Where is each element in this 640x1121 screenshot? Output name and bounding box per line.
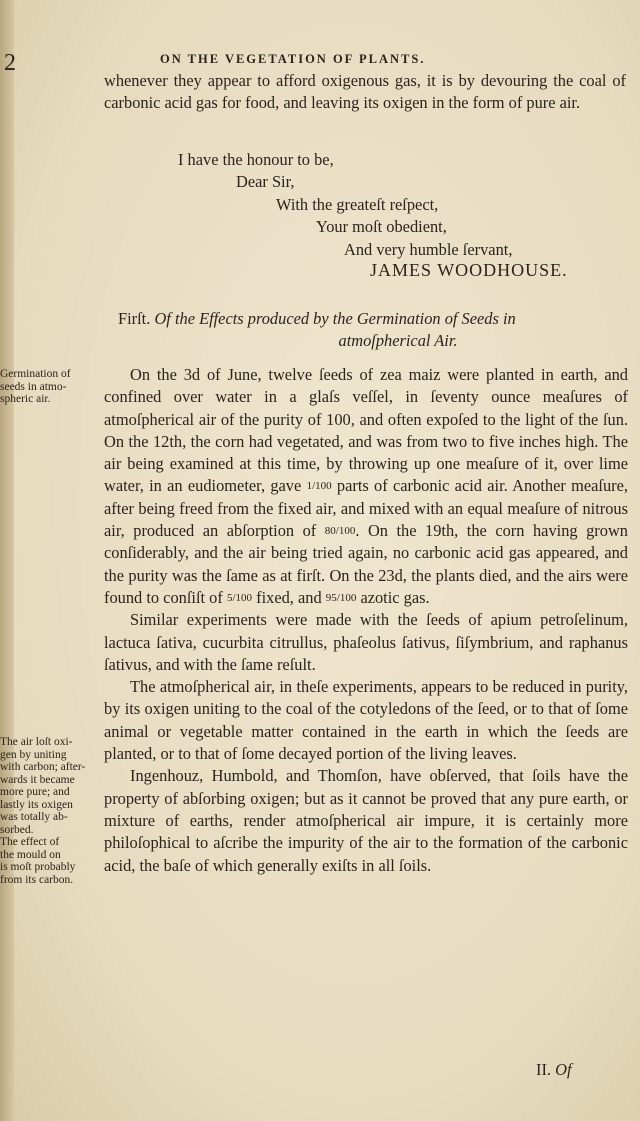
intro-text: whenever they appear to afford oxigenous gas, it is by devouring the coal of carbonic acid gas for food, and leaving its oxigen in the form of pure air. xyxy=(104,71,626,113)
margin-note-line: is moſt probably xyxy=(0,861,76,873)
closing-line-4: Your moſt obedient, xyxy=(316,217,447,236)
paragraph-ingenhouz: Ingenhouz, Humbold, and Thomſon, have obſerved, that ſoils have the property of abſorbing oxigen; but as it cannot be proved that any pure earth, or mixture of earths, render atmoſpherical air impure, it is certainly more philoſophical to aſcribe the impurity of the air to the formation of the carbonic acid, the baſe of which generally exiſts in all ſoils. xyxy=(104,766,628,875)
margin-note-line: lastly its oxigen xyxy=(0,798,73,811)
fraction-2: 80/100 xyxy=(324,525,356,538)
fraction-3: 5/100 xyxy=(226,591,252,604)
margin-note-line: wards it became xyxy=(0,773,75,786)
fraction-4: 95/100 xyxy=(325,591,357,604)
margin-note-line: with carbon; after- xyxy=(0,761,86,773)
margin-notes-germination xyxy=(0,368,102,406)
margin-note-line: Germination of xyxy=(0,368,71,380)
closing-line-3: With the greateſt reſpect, xyxy=(276,195,439,214)
running-head: ON THE VEGETATION OF PLANTS. xyxy=(160,52,426,66)
catchword xyxy=(536,1060,572,1080)
paragraph-experiment xyxy=(104,364,628,609)
paragraph-1d-text: fixed, and xyxy=(256,587,322,607)
paragraph-1b-text: parts of carbonic acid air. Another meaſure, after being freed from the fixed air, and mixed with an equal meaſure of nitrous air, produced an abſorption of xyxy=(104,476,628,541)
section-first-word: Firſt. xyxy=(118,309,151,328)
closing-line-1: I have the honour to be, xyxy=(178,150,334,169)
margin-note-line: gen by uniting xyxy=(0,748,67,761)
intro-paragraph xyxy=(104,70,626,115)
signature: JAMES WOODHOUSE. xyxy=(370,260,568,280)
margin-note-line: The effect of xyxy=(0,836,60,848)
paragraph-1-text: On the 3d of June, twelve ſeeds of zea maiz were planted in earth, and confined over water in a glaſs veſſel, in ſeventy ounce meaſures of atmoſpherical air of the purity of 100, and often expoſed to the light of the ſun. On the 12th, the corn had vegetated, and was from two to five inches high. The air being examined at this time, by throwing up one meaſure of it, over lime water, in an eudiometer, gave xyxy=(104,365,628,496)
closing-line-2: Dear Sir, xyxy=(236,172,295,191)
margin-note-line: The air loſt oxi- xyxy=(0,736,73,748)
section-title-part1: Of the Effects produced by the Germination of Seeds in xyxy=(154,309,516,328)
margin-note-line: was totally ab- xyxy=(0,811,68,823)
margin-note-line: more pure; and xyxy=(0,786,70,798)
page-number: 2 xyxy=(4,50,16,76)
paragraph-1c-text: . On the 19th, the corn having grown conſiderably, and the air being tried again, no carbonic acid gas appeared, and the purity was the ſame as at firſt. On the 23d, the plants died, and the airs were found to conſiſt of xyxy=(104,521,628,607)
margin-note-line: the mould on xyxy=(0,848,61,861)
margin-note-line: seeds in atmo- xyxy=(0,380,67,393)
fraction-1: 1/100 xyxy=(306,480,332,493)
section-heading xyxy=(118,308,638,352)
margin-note-line: sorbed. xyxy=(0,823,34,836)
catchword-numeral: II. xyxy=(536,1060,552,1079)
paragraph-similar: Similar experiments were made with the ſeeds of apium petroſelinum, lactuca ſativa, cucurbita citrullus, phaſeolus ſativus, ſiſymbrium, and raphanus ſativus, and with the ſame reſult. xyxy=(104,610,628,674)
main-body xyxy=(104,364,628,877)
margin-notes-oxigen xyxy=(0,736,102,886)
section-title-part2: atmoſpherical Air. xyxy=(338,331,458,350)
margin-note-line: spheric air. xyxy=(0,393,51,405)
paragraph-1e-text: azotic gas. xyxy=(360,587,430,607)
margin-note-line: from its carbon. xyxy=(0,873,74,886)
closing-line-5: And very humble ſervant, xyxy=(344,240,513,259)
paragraph-atmospherical: The atmoſpherical air, in theſe experiments, appears to be reduced in purity, by its oxigen uniting to the coal of the cotyledons of the ſeed, or to that of ſome animal or vegetable matter contained in the earth in which the ſeeds are planted, or to that of ſome decayed portion of the living leaves. xyxy=(104,677,628,764)
catchword-word: Of xyxy=(555,1060,572,1079)
page-gutter xyxy=(0,0,14,1121)
